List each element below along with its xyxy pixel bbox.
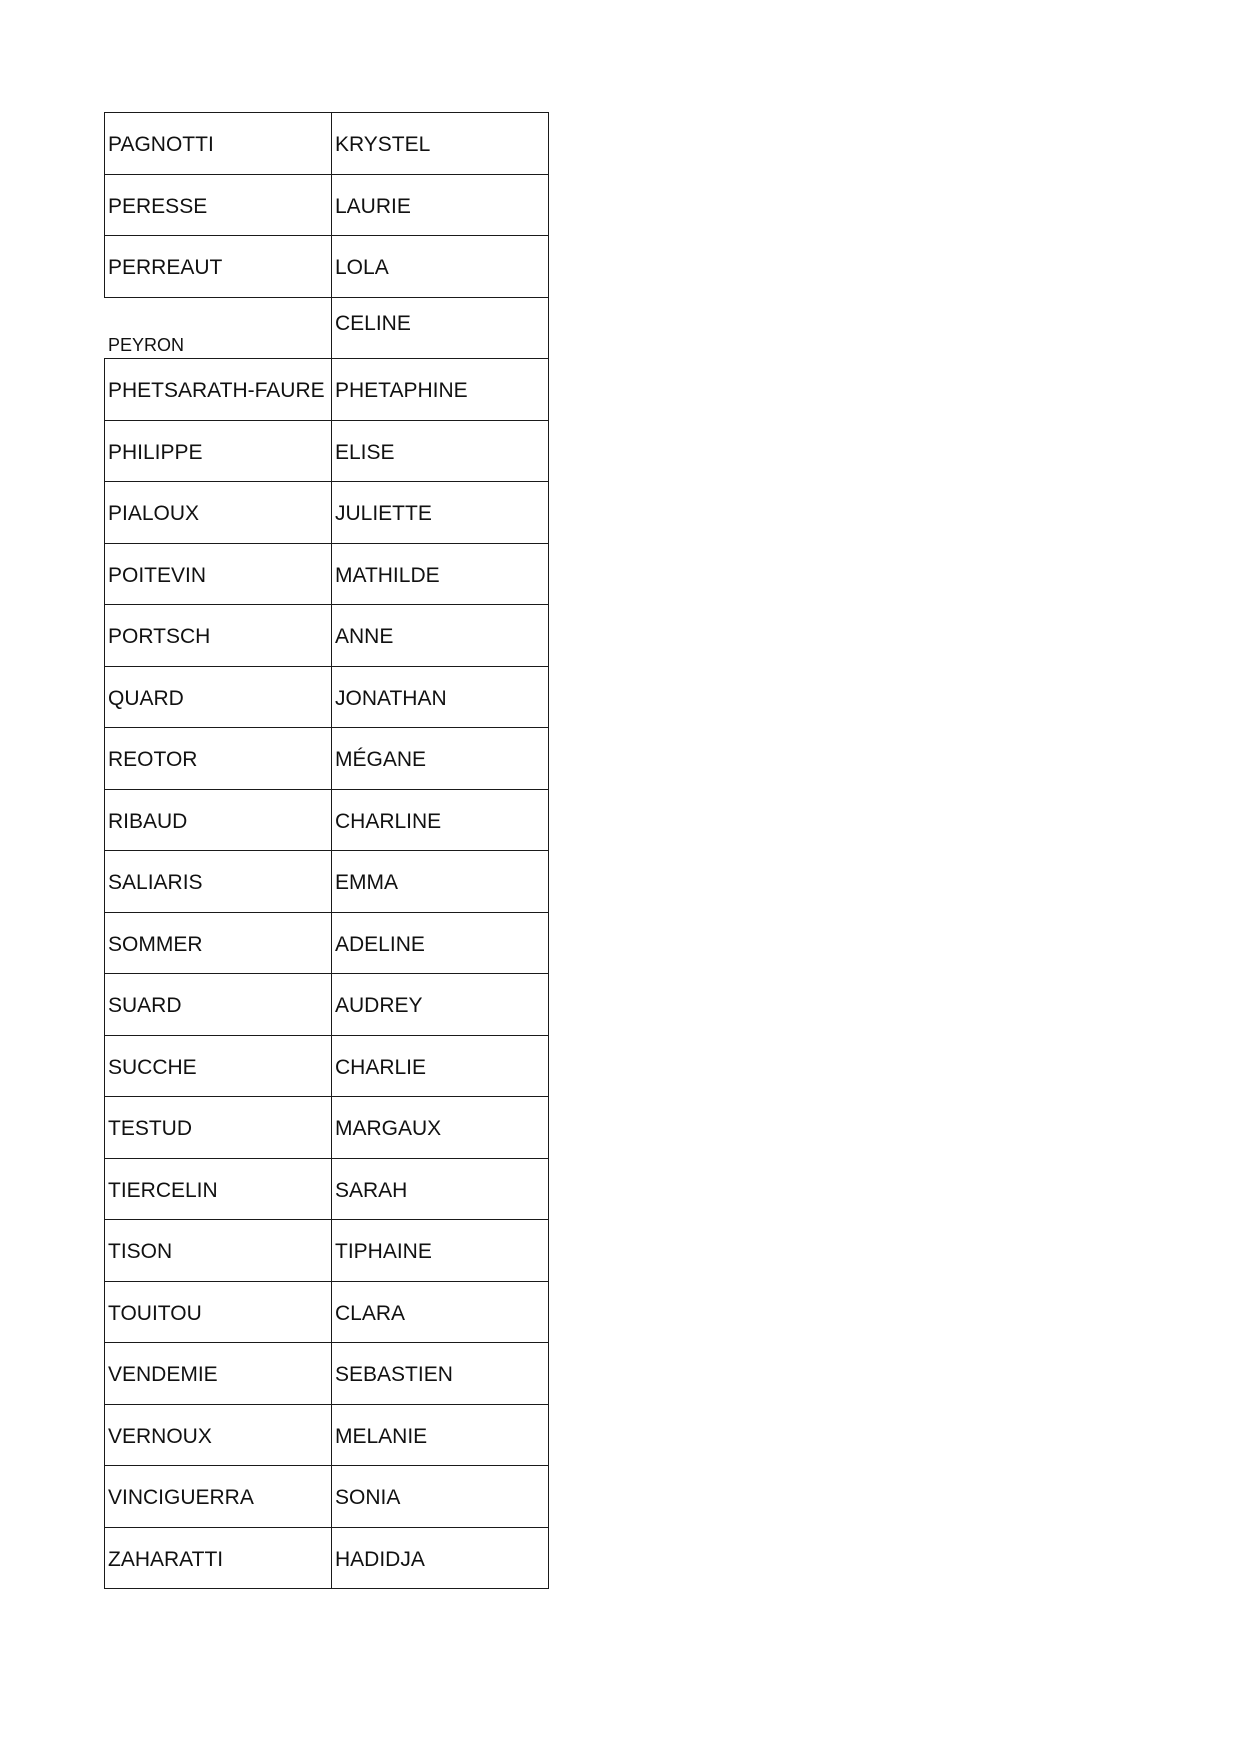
last-name-cell: TIERCELIN [105,1158,332,1220]
table-row [105,113,549,175]
table-row [105,482,549,544]
table-row [105,789,549,851]
table-row [105,420,549,482]
table-row [105,1404,549,1466]
last-name-cell: PERREAUT [105,236,332,298]
table-row [105,297,549,359]
first-name-cell: CHARLIE [332,1035,549,1097]
last-name-cell: REOTOR [105,728,332,790]
first-name-cell: LAURIE [332,174,549,236]
first-name-cell: HADIDJA [332,1527,549,1589]
table-row [105,728,549,790]
last-name-cell: PORTSCH [105,605,332,667]
table-row [105,1158,549,1220]
first-name-cell: EMMA [332,851,549,913]
last-name-cell: SALIARIS [105,851,332,913]
last-name-cell: QUARD [105,666,332,728]
last-name-cell: VERNOUX [105,1404,332,1466]
table-row [105,974,549,1036]
first-name-cell: PHETAPHINE [332,359,549,421]
first-name-cell: CHARLINE [332,789,549,851]
first-name-cell: SEBASTIEN [332,1343,549,1405]
last-name-cell: PAGNOTTI [105,113,332,175]
first-name-cell: TIPHAINE [332,1220,549,1282]
table-row [105,1466,549,1528]
last-name-cell: PERESSE [105,174,332,236]
first-name-cell: JONATHAN [332,666,549,728]
first-name-cell: MATHILDE [332,543,549,605]
table-row [105,1343,549,1405]
table-row [105,912,549,974]
first-name-cell: LOLA [332,236,549,298]
names-table [104,112,549,1589]
table-row [105,666,549,728]
first-name-cell: JULIETTE [332,482,549,544]
first-name-cell: ELISE [332,420,549,482]
last-name-cell: POITEVIN [105,543,332,605]
last-name-cell: PHETSARATH-FAURE [105,359,332,421]
first-name-cell: ADELINE [332,912,549,974]
first-name-cell: MÉGANE [332,728,549,790]
last-name-cell: PEYRON [105,297,332,359]
table-row [105,1281,549,1343]
table-row [105,1220,549,1282]
first-name-cell: SONIA [332,1466,549,1528]
last-name-cell: TOUITOU [105,1281,332,1343]
last-name-cell: SOMMER [105,912,332,974]
table-row [105,543,549,605]
first-name-cell: MELANIE [332,1404,549,1466]
table-row [105,605,549,667]
first-name-cell: MARGAUX [332,1097,549,1159]
first-name-cell: ANNE [332,605,549,667]
last-name-cell: PIALOUX [105,482,332,544]
table-row [105,236,549,298]
table-row [105,359,549,421]
last-name-cell: VINCIGUERRA [105,1466,332,1528]
first-name-cell: CLARA [332,1281,549,1343]
last-name-cell: SUARD [105,974,332,1036]
last-name-cell: TISON [105,1220,332,1282]
table-row [105,851,549,913]
last-name-cell: RIBAUD [105,789,332,851]
last-name-cell: VENDEMIE [105,1343,332,1405]
last-name-cell: TESTUD [105,1097,332,1159]
table-row [105,1035,549,1097]
table-row [105,1527,549,1589]
first-name-cell: CELINE [332,297,549,359]
last-name-cell: SUCCHE [105,1035,332,1097]
table-row [105,174,549,236]
last-name-cell: ZAHARATTI [105,1527,332,1589]
first-name-cell: KRYSTEL [332,113,549,175]
first-name-cell: AUDREY [332,974,549,1036]
first-name-cell: SARAH [332,1158,549,1220]
last-name-cell: PHILIPPE [105,420,332,482]
table-row [105,1097,549,1159]
